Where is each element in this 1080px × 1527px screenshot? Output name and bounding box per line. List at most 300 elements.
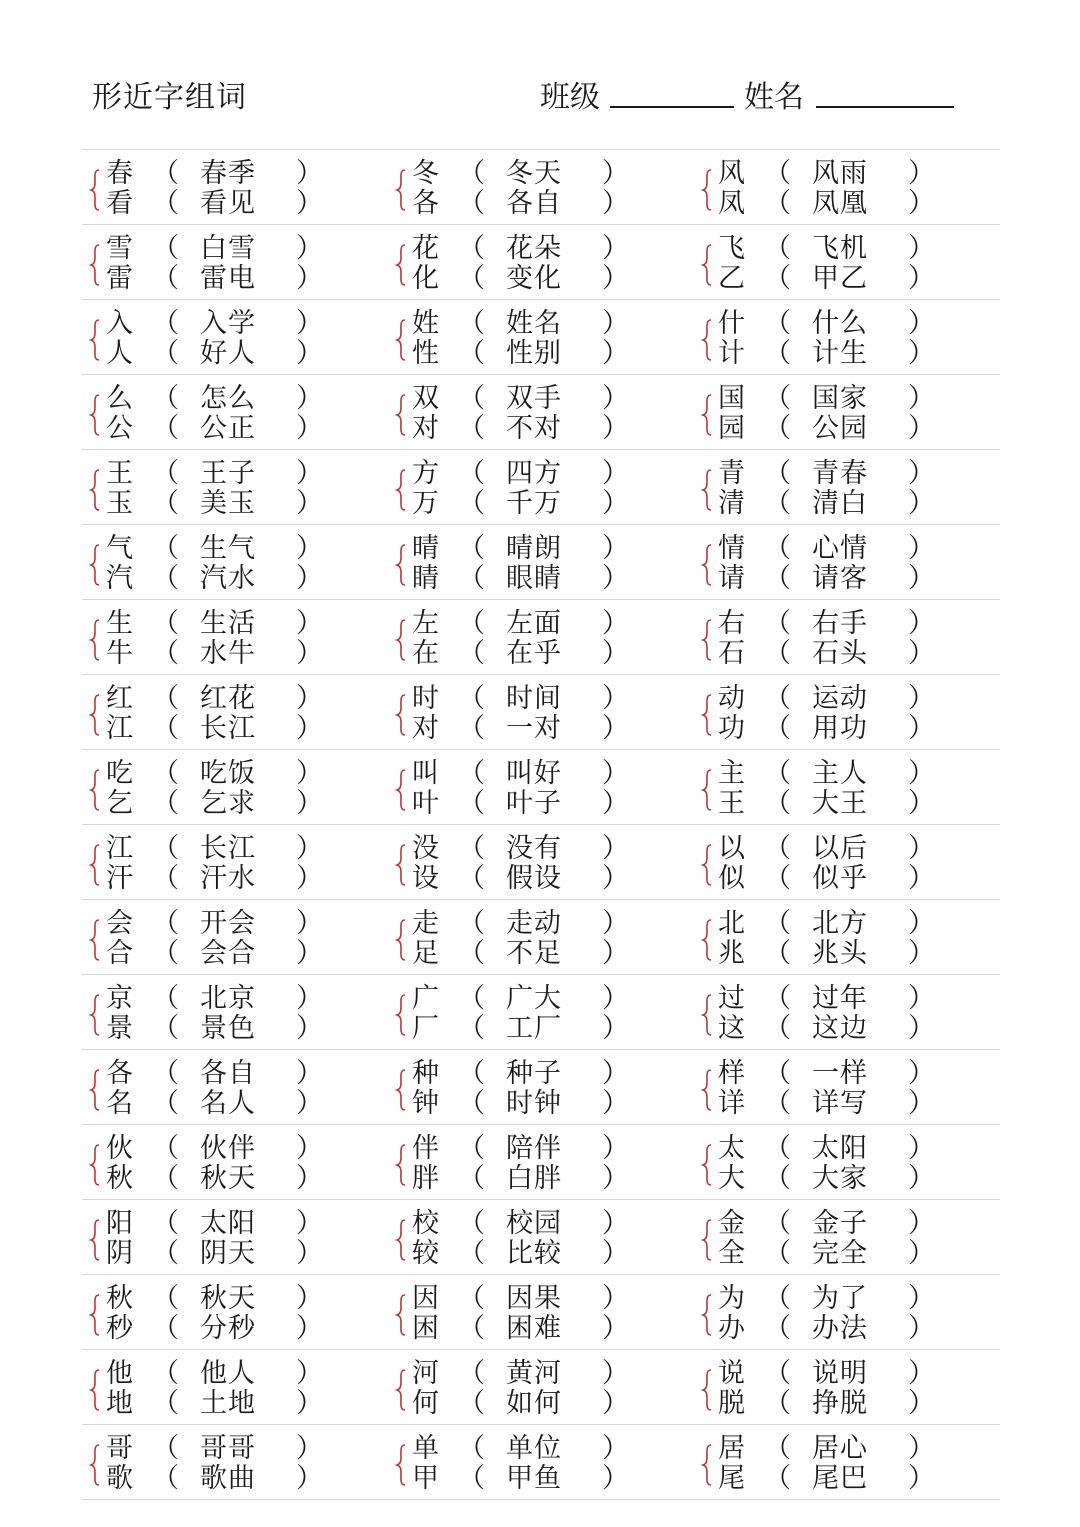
- character: 会: [106, 908, 133, 939]
- close-paren: ）: [296, 1058, 323, 1089]
- answer-word[interactable]: 公园: [812, 413, 868, 444]
- answer-word[interactable]: 时间: [506, 683, 562, 714]
- curly-brace-icon: [700, 393, 714, 437]
- answer-word[interactable]: 假设: [506, 863, 562, 894]
- answer-word[interactable]: 双手: [506, 383, 562, 414]
- char-pair-cell: [694, 825, 1000, 899]
- word-line: [718, 1014, 998, 1044]
- character: 气: [106, 533, 133, 564]
- close-paren: ）: [296, 413, 323, 444]
- answer-word[interactable]: 左面: [506, 608, 562, 639]
- char-pair-cell: [694, 150, 1000, 224]
- close-paren: ）: [602, 338, 629, 369]
- class-label: 班级: [540, 80, 600, 115]
- open-paren: （: [152, 1433, 179, 1464]
- char-pair-cell: [82, 450, 388, 524]
- char-pair-cell: [82, 1050, 388, 1124]
- answer-word[interactable]: 一样: [812, 1058, 868, 1089]
- answer-word[interactable]: 广大: [506, 983, 562, 1014]
- curly-brace-icon: [394, 468, 408, 512]
- character: 没: [412, 833, 439, 864]
- word-line: [106, 759, 386, 789]
- answer-word[interactable]: 春季: [200, 158, 256, 189]
- open-paren: （: [152, 1463, 179, 1494]
- answer-word[interactable]: 在乎: [506, 638, 562, 669]
- open-paren: （: [764, 758, 791, 789]
- curly-brace-icon: [88, 543, 102, 587]
- curly-brace-icon: [700, 768, 714, 812]
- curly-brace-icon: [88, 768, 102, 812]
- open-paren: （: [764, 563, 791, 594]
- close-paren: ）: [296, 458, 323, 489]
- answer-word[interactable]: 姓名: [506, 308, 562, 339]
- answer-word[interactable]: 花朵: [506, 233, 562, 264]
- table-row: [82, 750, 1000, 825]
- character: 人: [106, 338, 133, 369]
- answer-word[interactable]: 白雪: [200, 233, 256, 264]
- open-paren: （: [152, 1163, 179, 1194]
- answer-word[interactable]: 变化: [506, 263, 562, 294]
- answer-word[interactable]: 冬天: [506, 158, 562, 189]
- answer-word[interactable]: 甲鱼: [506, 1463, 562, 1494]
- answer-word[interactable]: 青春: [812, 458, 868, 489]
- character: 春: [106, 158, 133, 189]
- character: 么: [106, 383, 133, 414]
- answer-word[interactable]: 阴天: [200, 1238, 256, 1269]
- answer-word[interactable]: 土地: [200, 1388, 256, 1419]
- character: 脱: [718, 1388, 745, 1419]
- close-paren: ）: [908, 1283, 935, 1314]
- curly-brace-icon: [700, 618, 714, 662]
- character: 风: [718, 158, 745, 189]
- open-paren: （: [764, 458, 791, 489]
- curly-brace-icon: [394, 1443, 408, 1487]
- character: 各: [106, 1058, 133, 1089]
- open-paren: （: [152, 713, 179, 744]
- open-paren: （: [152, 1358, 179, 1389]
- close-paren: ）: [602, 1463, 629, 1494]
- close-paren: ）: [908, 488, 935, 519]
- answer-word[interactable]: 看见: [200, 188, 256, 219]
- answer-word[interactable]: 会合: [200, 938, 256, 969]
- answer-word[interactable]: 过年: [812, 983, 868, 1014]
- curly-brace-icon: [700, 993, 714, 1037]
- char-pair-cell: [694, 525, 1000, 599]
- close-paren: ）: [908, 458, 935, 489]
- table-row: [82, 1425, 1000, 1500]
- close-paren: ）: [908, 1313, 935, 1344]
- answer-word[interactable]: 这边: [812, 1013, 868, 1044]
- table-row: [82, 1125, 1000, 1200]
- close-paren: ）: [908, 413, 935, 444]
- answer-word[interactable]: 走动: [506, 908, 562, 939]
- word-line: [106, 1164, 386, 1194]
- answer-word[interactable]: 太阳: [200, 1208, 256, 1239]
- word-line: [106, 459, 386, 489]
- char-pair-cell: [694, 675, 1000, 749]
- close-paren: ）: [296, 1133, 323, 1164]
- answer-word[interactable]: 黄河: [506, 1358, 562, 1389]
- close-paren: ）: [908, 1163, 935, 1194]
- character: 河: [412, 1358, 439, 1389]
- char-pair-cell: [82, 1200, 388, 1274]
- word-line: [718, 684, 998, 714]
- answer-word[interactable]: 名人: [200, 1088, 256, 1119]
- character: 飞: [718, 233, 745, 264]
- character: 晴: [412, 533, 439, 564]
- answer-word[interactable]: 金子: [812, 1208, 868, 1239]
- open-paren: （: [152, 1013, 179, 1044]
- word-line: [412, 1284, 692, 1314]
- close-paren: ）: [908, 1433, 935, 1464]
- open-paren: （: [458, 983, 485, 1014]
- close-paren: ）: [296, 683, 323, 714]
- open-paren: （: [152, 1388, 179, 1419]
- curly-brace-icon: [394, 1218, 408, 1262]
- character: 太: [718, 1133, 745, 1164]
- answer-word[interactable]: 生活: [200, 608, 256, 639]
- answer-word[interactable]: 甲乙: [812, 263, 868, 294]
- character: 说: [718, 1358, 745, 1389]
- close-paren: ）: [908, 608, 935, 639]
- word-line: [718, 1434, 998, 1464]
- character: 较: [412, 1238, 439, 1269]
- answer-word[interactable]: 景色: [200, 1013, 256, 1044]
- word-line: [718, 159, 998, 189]
- char-pair-cell: [82, 1275, 388, 1349]
- open-paren: （: [152, 983, 179, 1014]
- open-paren: （: [152, 608, 179, 639]
- character: 万: [412, 488, 439, 519]
- word-line: [718, 1134, 998, 1164]
- answer-word[interactable]: 入学: [200, 308, 256, 339]
- close-paren: ）: [908, 1013, 935, 1044]
- answer-word[interactable]: 比较: [506, 1238, 562, 1269]
- word-line: [718, 939, 998, 969]
- close-paren: ）: [908, 788, 935, 819]
- character: 金: [718, 1208, 745, 1239]
- answer-word[interactable]: 大王: [812, 788, 868, 819]
- word-line: [718, 384, 998, 414]
- answer-word[interactable]: 性别: [506, 338, 562, 369]
- close-paren: ）: [602, 1013, 629, 1044]
- character: 动: [718, 683, 745, 714]
- answer-word[interactable]: 大家: [812, 1163, 868, 1194]
- answer-word[interactable]: 尾巴: [812, 1463, 868, 1494]
- word-line: [718, 1359, 998, 1389]
- word-line: [106, 384, 386, 414]
- open-paren: （: [764, 608, 791, 639]
- answer-word[interactable]: 千万: [506, 488, 562, 519]
- close-paren: ）: [908, 833, 935, 864]
- open-paren: （: [764, 788, 791, 819]
- answer-word[interactable]: 各自: [506, 188, 562, 219]
- answer-word[interactable]: 没有: [506, 833, 562, 864]
- close-paren: ）: [296, 1388, 323, 1419]
- character: 入: [106, 308, 133, 339]
- word-line: [412, 684, 692, 714]
- class-blank[interactable]: [610, 106, 734, 108]
- answer-word[interactable]: 分秒: [200, 1313, 256, 1344]
- character: 姓: [412, 308, 439, 339]
- word-line: [718, 339, 998, 369]
- open-paren: （: [152, 1058, 179, 1089]
- answer-word[interactable]: 以后: [812, 833, 868, 864]
- close-paren: ）: [602, 608, 629, 639]
- open-paren: （: [458, 188, 485, 219]
- name-blank[interactable]: [816, 106, 954, 108]
- character: 双: [412, 383, 439, 414]
- char-pair-cell: [694, 1200, 1000, 1274]
- word-line: [412, 1434, 692, 1464]
- open-paren: （: [764, 308, 791, 339]
- open-paren: （: [764, 1463, 791, 1494]
- word-line: [718, 609, 998, 639]
- answer-word[interactable]: 秋天: [200, 1283, 256, 1314]
- word-line: [718, 1209, 998, 1239]
- answer-word[interactable]: 完全: [812, 1238, 868, 1269]
- answer-word[interactable]: 陪伴: [506, 1133, 562, 1164]
- answer-word[interactable]: 长江: [200, 713, 256, 744]
- answer-word[interactable]: 兆头: [812, 938, 868, 969]
- open-paren: （: [458, 863, 485, 894]
- word-line: [106, 834, 386, 864]
- character: 详: [718, 1088, 745, 1119]
- answer-word[interactable]: 太阳: [812, 1133, 868, 1164]
- answer-word[interactable]: 凤凰: [812, 188, 868, 219]
- answer-word[interactable]: 美玉: [200, 488, 256, 519]
- open-paren: （: [764, 833, 791, 864]
- word-line: [412, 1239, 692, 1269]
- word-line: [412, 639, 692, 669]
- word-line: [412, 939, 692, 969]
- character: 大: [718, 1163, 745, 1194]
- answer-word[interactable]: 眼睛: [506, 563, 562, 594]
- curly-brace-icon: [394, 693, 408, 737]
- close-paren: ）: [296, 308, 323, 339]
- open-paren: （: [152, 413, 179, 444]
- answer-word[interactable]: 困难: [506, 1313, 562, 1344]
- answer-word[interactable]: 叶子: [506, 788, 562, 819]
- answer-word[interactable]: 工厂: [506, 1013, 562, 1044]
- answer-word[interactable]: 乞求: [200, 788, 256, 819]
- character: 各: [412, 188, 439, 219]
- answer-word[interactable]: 汽水: [200, 563, 256, 594]
- answer-word[interactable]: 白胖: [506, 1163, 562, 1194]
- answer-word[interactable]: 石头: [812, 638, 868, 669]
- answer-word[interactable]: 右手: [812, 608, 868, 639]
- close-paren: ）: [602, 1433, 629, 1464]
- word-line: [106, 714, 386, 744]
- character: 冬: [412, 158, 439, 189]
- answer-word[interactable]: 如何: [506, 1388, 562, 1419]
- table-row: [82, 975, 1000, 1050]
- answer-word[interactable]: 伙伴: [200, 1133, 256, 1164]
- open-paren: （: [764, 263, 791, 294]
- answer-word[interactable]: 他人: [200, 1358, 256, 1389]
- answer-word[interactable]: 计生: [812, 338, 868, 369]
- answer-word[interactable]: 怎么: [200, 383, 256, 414]
- open-paren: （: [764, 908, 791, 939]
- answer-word[interactable]: 办法: [812, 1313, 868, 1344]
- close-paren: ）: [602, 233, 629, 264]
- word-line: [106, 864, 386, 894]
- word-line: [412, 189, 692, 219]
- word-line: [718, 309, 998, 339]
- word-line: [412, 1059, 692, 1089]
- close-paren: ）: [908, 1388, 935, 1419]
- table-row: [82, 1200, 1000, 1275]
- char-pair-cell: [694, 375, 1000, 449]
- word-line: [412, 1134, 692, 1164]
- char-pair-cell: [388, 525, 694, 599]
- open-paren: （: [764, 1388, 791, 1419]
- word-line: [718, 1059, 998, 1089]
- table-row: [82, 300, 1000, 375]
- answer-word[interactable]: 一对: [506, 713, 562, 744]
- answer-word[interactable]: 歌曲: [200, 1463, 256, 1494]
- character: 伙: [106, 1133, 133, 1164]
- answer-word[interactable]: 飞机: [812, 233, 868, 264]
- open-paren: （: [152, 1133, 179, 1164]
- answer-word[interactable]: 详写: [812, 1088, 868, 1119]
- answer-word[interactable]: 生气: [200, 533, 256, 564]
- open-paren: （: [458, 488, 485, 519]
- curly-brace-icon: [700, 1368, 714, 1412]
- answer-word[interactable]: 似乎: [812, 863, 868, 894]
- char-pair-cell: [388, 225, 694, 299]
- answer-word[interactable]: 公正: [200, 413, 256, 444]
- close-paren: ）: [602, 1238, 629, 1269]
- open-paren: （: [152, 158, 179, 189]
- answer-word[interactable]: 雷电: [200, 263, 256, 294]
- answer-word[interactable]: 哥哥: [200, 1433, 256, 1464]
- curly-brace-icon: [700, 243, 714, 287]
- curly-brace-icon: [394, 1368, 408, 1412]
- word-line: [412, 1014, 692, 1044]
- word-line: [106, 984, 386, 1014]
- answer-word[interactable]: 叫好: [506, 758, 562, 789]
- answer-word[interactable]: 王子: [200, 458, 256, 489]
- open-paren: （: [458, 383, 485, 414]
- word-line: [106, 1389, 386, 1419]
- answer-word[interactable]: 晴朗: [506, 533, 562, 564]
- answer-word[interactable]: 不足: [506, 938, 562, 969]
- answer-word[interactable]: 汗水: [200, 863, 256, 894]
- answer-word[interactable]: 开会: [200, 908, 256, 939]
- open-paren: （: [152, 938, 179, 969]
- answer-word[interactable]: 水牛: [200, 638, 256, 669]
- close-paren: ）: [602, 263, 629, 294]
- word-line: [106, 309, 386, 339]
- answer-word[interactable]: 校园: [506, 1208, 562, 1239]
- open-paren: （: [458, 938, 485, 969]
- char-pair-cell: [82, 1125, 388, 1199]
- answer-word[interactable]: 北方: [812, 908, 868, 939]
- open-paren: （: [764, 983, 791, 1014]
- answer-word[interactable]: 好人: [200, 338, 256, 369]
- answer-word[interactable]: 心情: [812, 533, 868, 564]
- table-row: [82, 450, 1000, 525]
- char-pair-cell: [82, 375, 388, 449]
- character: 伴: [412, 1133, 439, 1164]
- answer-word[interactable]: 风雨: [812, 158, 868, 189]
- close-paren: ）: [908, 263, 935, 294]
- answer-word[interactable]: 时钟: [506, 1088, 562, 1119]
- char-pair-cell: [388, 1200, 694, 1274]
- answer-word[interactable]: 国家: [812, 383, 868, 414]
- curly-brace-icon: [700, 318, 714, 362]
- word-line: [106, 264, 386, 294]
- char-pair-cell: [388, 300, 694, 374]
- close-paren: ）: [908, 533, 935, 564]
- open-paren: （: [764, 488, 791, 519]
- close-paren: ）: [602, 188, 629, 219]
- character: 叶: [412, 788, 439, 819]
- answer-word[interactable]: 秋天: [200, 1163, 256, 1194]
- answer-word[interactable]: 居心: [812, 1433, 868, 1464]
- character: 国: [718, 383, 745, 414]
- character: 公: [106, 413, 133, 444]
- answer-word[interactable]: 单位: [506, 1433, 562, 1464]
- close-paren: ）: [296, 1283, 323, 1314]
- answer-word[interactable]: 四方: [506, 458, 562, 489]
- character: 阳: [106, 1208, 133, 1239]
- answer-word[interactable]: 长江: [200, 833, 256, 864]
- answer-word[interactable]: 因果: [506, 1283, 562, 1314]
- word-line: [718, 534, 998, 564]
- answer-word[interactable]: 为了: [812, 1283, 868, 1314]
- character: 以: [718, 833, 745, 864]
- answer-word[interactable]: 不对: [506, 413, 562, 444]
- answer-word[interactable]: 北京: [200, 983, 256, 1014]
- answer-word[interactable]: 各自: [200, 1058, 256, 1089]
- close-paren: ）: [908, 233, 935, 264]
- open-paren: （: [458, 1058, 485, 1089]
- char-pair-cell: [388, 900, 694, 974]
- answer-word[interactable]: 用功: [812, 713, 868, 744]
- char-pair-cell: [694, 600, 1000, 674]
- character: 校: [412, 1208, 439, 1239]
- character: 单: [412, 1433, 439, 1464]
- open-paren: （: [764, 188, 791, 219]
- answer-word[interactable]: 说明: [812, 1358, 868, 1389]
- answer-word[interactable]: 吃饭: [200, 758, 256, 789]
- table-row: [82, 1350, 1000, 1425]
- character: 园: [718, 413, 745, 444]
- answer-word[interactable]: 运动: [812, 683, 868, 714]
- character: 歌: [106, 1463, 133, 1494]
- close-paren: ）: [602, 983, 629, 1014]
- answer-word[interactable]: 清白: [812, 488, 868, 519]
- word-line: [718, 759, 998, 789]
- answer-word[interactable]: 什么: [812, 308, 868, 339]
- close-paren: ）: [602, 383, 629, 414]
- character: 主: [718, 758, 745, 789]
- open-paren: （: [152, 1088, 179, 1119]
- answer-word[interactable]: 挣脱: [812, 1388, 868, 1419]
- answer-word[interactable]: 种子: [506, 1058, 562, 1089]
- word-line: [412, 909, 692, 939]
- answer-word[interactable]: 请客: [812, 563, 868, 594]
- close-paren: ）: [296, 608, 323, 639]
- curly-brace-icon: [700, 1068, 714, 1112]
- word-line: [106, 534, 386, 564]
- answer-word[interactable]: 主人: [812, 758, 868, 789]
- answer-word[interactable]: 红花: [200, 683, 256, 714]
- close-paren: ）: [296, 788, 323, 819]
- char-pair-cell: [82, 225, 388, 299]
